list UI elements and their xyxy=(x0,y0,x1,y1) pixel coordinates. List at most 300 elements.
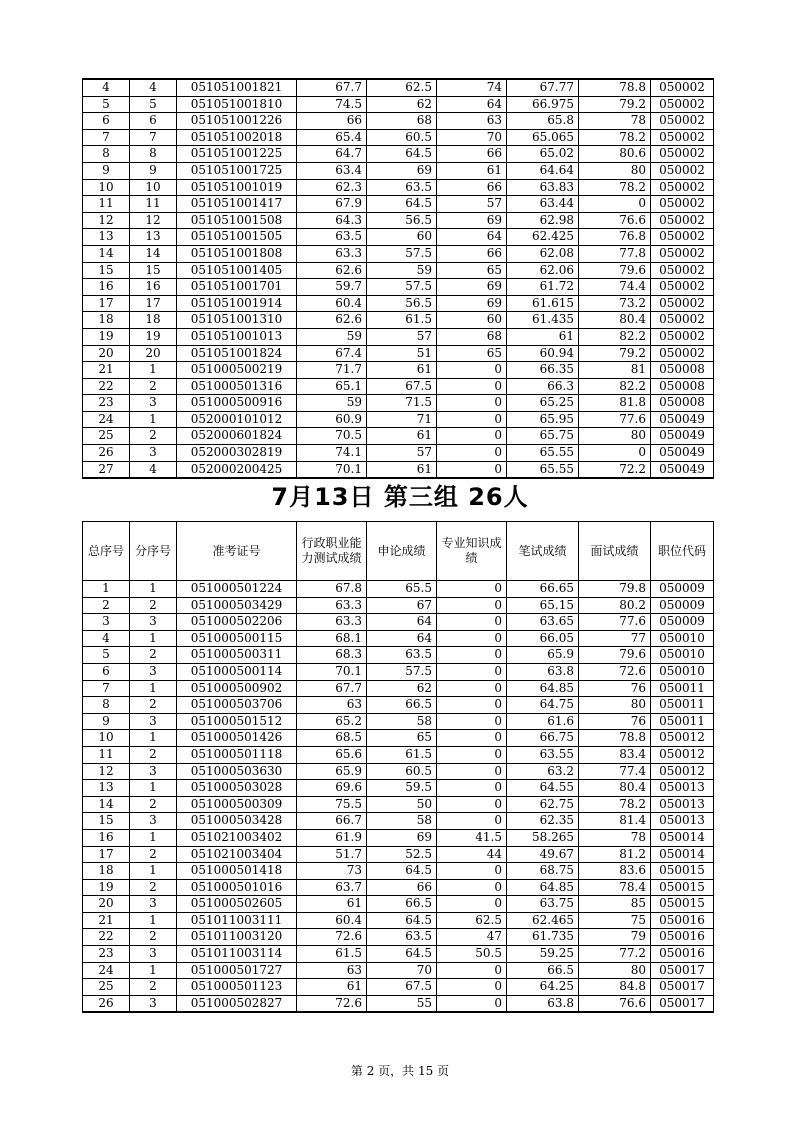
cell-interview-score: 79.2 xyxy=(579,345,651,362)
cell-sub-index: 2 xyxy=(130,647,177,664)
cell-total-index: 24 xyxy=(83,411,130,428)
cell-essay-score: 60.5 xyxy=(367,129,437,146)
cell-professional-score: 0 xyxy=(437,730,507,747)
cell-written-score: 67.77 xyxy=(507,79,579,96)
table-row xyxy=(83,829,714,846)
cell-sub-index: 3 xyxy=(130,663,177,680)
cell-total-index: 19 xyxy=(83,879,130,896)
table-row xyxy=(83,96,714,113)
cell-total-index: 23 xyxy=(83,395,130,412)
cell-total-index: 9 xyxy=(83,713,130,730)
cell-sub-index: 1 xyxy=(130,680,177,697)
cell-interview-score: 77.2 xyxy=(579,946,651,963)
cell-interview-score: 72.2 xyxy=(579,461,651,478)
cell-position-code: 050015 xyxy=(651,863,714,880)
header-professional-score: 专业知识成绩 xyxy=(437,522,507,581)
cell-essay-score: 64.5 xyxy=(367,146,437,163)
cell-total-index: 2 xyxy=(83,597,130,614)
cell-exam-id: 051000502206 xyxy=(177,614,297,631)
cell-position-code: 050010 xyxy=(651,647,714,664)
cell-essay-score: 67 xyxy=(367,597,437,614)
cell-aptitude-score: 69.6 xyxy=(297,780,367,797)
table-row xyxy=(83,245,714,262)
cell-interview-score: 76 xyxy=(579,713,651,730)
cell-position-code: 050009 xyxy=(651,597,714,614)
table-row xyxy=(83,713,714,730)
cell-essay-score: 70 xyxy=(367,962,437,979)
cell-written-score: 62.08 xyxy=(507,245,579,262)
table-row xyxy=(83,162,714,179)
cell-written-score: 65.8 xyxy=(507,113,579,130)
cell-written-score: 65.15 xyxy=(507,597,579,614)
cell-sub-index: 2 xyxy=(130,746,177,763)
cell-aptitude-score: 68.1 xyxy=(297,630,367,647)
table-row xyxy=(83,196,714,213)
cell-exam-id: 051000501418 xyxy=(177,863,297,880)
cell-essay-score: 51 xyxy=(367,345,437,362)
cell-interview-score: 82.2 xyxy=(579,328,651,345)
cell-sub-index: 16 xyxy=(130,279,177,296)
cell-exam-id: 051011003120 xyxy=(177,929,297,946)
cell-position-code: 050013 xyxy=(651,813,714,830)
header-written-score: 笔试成绩 xyxy=(507,522,579,581)
cell-aptitude-score: 62.6 xyxy=(297,262,367,279)
cell-total-index: 11 xyxy=(83,196,130,213)
cell-aptitude-score: 65.6 xyxy=(297,746,367,763)
cell-sub-index: 2 xyxy=(130,697,177,714)
cell-professional-score: 0 xyxy=(437,445,507,462)
cell-interview-score: 78.2 xyxy=(579,796,651,813)
cell-written-score: 63.55 xyxy=(507,746,579,763)
cell-professional-score: 70 xyxy=(437,129,507,146)
cell-exam-id: 051051001725 xyxy=(177,162,297,179)
cell-professional-score: 63 xyxy=(437,113,507,130)
table-row xyxy=(83,746,714,763)
table-row xyxy=(83,262,714,279)
cell-sub-index: 7 xyxy=(130,129,177,146)
cell-total-index: 1 xyxy=(83,581,130,598)
cell-interview-score: 78.4 xyxy=(579,879,651,896)
cell-total-index: 12 xyxy=(83,763,130,780)
cell-interview-score: 80.4 xyxy=(579,312,651,329)
table-row xyxy=(83,780,714,797)
cell-exam-id: 051000502827 xyxy=(177,995,297,1012)
cell-professional-score: 57 xyxy=(437,196,507,213)
cell-position-code: 050009 xyxy=(651,614,714,631)
cell-written-score: 64.75 xyxy=(507,697,579,714)
cell-aptitude-score: 65.2 xyxy=(297,713,367,730)
cell-essay-score: 60.5 xyxy=(367,763,437,780)
cell-aptitude-score: 61 xyxy=(297,896,367,913)
cell-exam-id: 051000503428 xyxy=(177,813,297,830)
cell-total-index: 9 xyxy=(83,162,130,179)
cell-exam-id: 051000503630 xyxy=(177,763,297,780)
table-row xyxy=(83,763,714,780)
cell-essay-score: 55 xyxy=(367,995,437,1012)
cell-interview-score: 79.2 xyxy=(579,96,651,113)
table-row xyxy=(83,312,714,329)
cell-written-score: 62.06 xyxy=(507,262,579,279)
table-row xyxy=(83,962,714,979)
cell-written-score: 66.975 xyxy=(507,96,579,113)
cell-aptitude-score: 63 xyxy=(297,962,367,979)
cell-essay-score: 57.5 xyxy=(367,663,437,680)
cell-exam-id: 051021003404 xyxy=(177,846,297,863)
cell-written-score: 65.25 xyxy=(507,395,579,412)
cell-total-index: 23 xyxy=(83,946,130,963)
cell-position-code: 050014 xyxy=(651,829,714,846)
table-row xyxy=(83,428,714,445)
table-row xyxy=(83,995,714,1012)
cell-essay-score: 59.5 xyxy=(367,780,437,797)
cell-position-code: 050008 xyxy=(651,362,714,379)
cell-interview-score: 83.4 xyxy=(579,746,651,763)
cell-sub-index: 2 xyxy=(130,428,177,445)
table-body xyxy=(83,79,714,478)
header-aptitude-score: 行政职业能力测试成绩 xyxy=(297,522,367,581)
cell-professional-score: 0 xyxy=(437,581,507,598)
cell-interview-score: 80 xyxy=(579,697,651,714)
cell-sub-index: 3 xyxy=(130,445,177,462)
table-row xyxy=(83,846,714,863)
cell-exam-id: 051000502605 xyxy=(177,896,297,913)
cell-essay-score: 71.5 xyxy=(367,395,437,412)
cell-interview-score: 84.8 xyxy=(579,979,651,996)
cell-essay-score: 59 xyxy=(367,262,437,279)
cell-total-index: 12 xyxy=(83,212,130,229)
table-row xyxy=(83,879,714,896)
cell-aptitude-score: 71.7 xyxy=(297,362,367,379)
cell-position-code: 050002 xyxy=(651,113,714,130)
cell-interview-score: 76.8 xyxy=(579,229,651,246)
cell-total-index: 26 xyxy=(83,995,130,1012)
cell-written-score: 61.6 xyxy=(507,713,579,730)
table-row xyxy=(83,411,714,428)
table-row xyxy=(83,929,714,946)
cell-sub-index: 20 xyxy=(130,345,177,362)
cell-interview-score: 77.6 xyxy=(579,614,651,631)
cell-written-score: 64.85 xyxy=(507,879,579,896)
cell-professional-score: 0 xyxy=(437,428,507,445)
cell-professional-score: 0 xyxy=(437,647,507,664)
cell-professional-score: 60 xyxy=(437,312,507,329)
cell-sub-index: 2 xyxy=(130,879,177,896)
cell-exam-id: 051051001019 xyxy=(177,179,297,196)
cell-aptitude-score: 60.4 xyxy=(297,912,367,929)
cell-exam-id: 051000500115 xyxy=(177,630,297,647)
cell-sub-index: 1 xyxy=(130,863,177,880)
cell-exam-id: 051051001701 xyxy=(177,279,297,296)
cell-position-code: 050012 xyxy=(651,746,714,763)
cell-exam-id: 051000503706 xyxy=(177,697,297,714)
section-title: 7月13日 第三组 26人 xyxy=(271,483,529,511)
cell-written-score: 63.65 xyxy=(507,614,579,631)
cell-professional-score: 66 xyxy=(437,146,507,163)
cell-aptitude-score: 65.1 xyxy=(297,378,367,395)
cell-position-code: 050011 xyxy=(651,713,714,730)
header-sub-index: 分序号 xyxy=(130,522,177,581)
cell-written-score: 65.9 xyxy=(507,647,579,664)
cell-position-code: 050008 xyxy=(651,378,714,395)
cell-professional-score: 61 xyxy=(437,162,507,179)
cell-exam-id: 051000500114 xyxy=(177,663,297,680)
cell-essay-score: 64.5 xyxy=(367,912,437,929)
cell-essay-score: 61.5 xyxy=(367,746,437,763)
cell-interview-score: 73.2 xyxy=(579,295,651,312)
cell-professional-score: 69 xyxy=(437,279,507,296)
cell-professional-score: 0 xyxy=(437,962,507,979)
cell-essay-score: 71 xyxy=(367,411,437,428)
cell-written-score: 61.72 xyxy=(507,279,579,296)
table-row xyxy=(83,647,714,664)
cell-written-score: 66.05 xyxy=(507,630,579,647)
cell-essay-score: 69 xyxy=(367,829,437,846)
cell-position-code: 050049 xyxy=(651,461,714,478)
cell-total-index: 8 xyxy=(83,697,130,714)
cell-interview-score: 78.2 xyxy=(579,129,651,146)
cell-exam-id: 051000500902 xyxy=(177,680,297,697)
cell-exam-id: 051021003402 xyxy=(177,829,297,846)
table-row xyxy=(83,581,714,598)
cell-total-index: 6 xyxy=(83,663,130,680)
cell-aptitude-score: 66 xyxy=(297,113,367,130)
cell-total-index: 27 xyxy=(83,461,130,478)
cell-aptitude-score: 63.4 xyxy=(297,162,367,179)
cell-sub-index: 1 xyxy=(130,730,177,747)
cell-essay-score: 63.5 xyxy=(367,929,437,946)
cell-total-index: 16 xyxy=(83,829,130,846)
cell-interview-score: 76.6 xyxy=(579,212,651,229)
cell-essay-score: 63.5 xyxy=(367,179,437,196)
cell-written-score: 60.94 xyxy=(507,345,579,362)
cell-total-index: 10 xyxy=(83,730,130,747)
cell-aptitude-score: 72.6 xyxy=(297,929,367,946)
cell-aptitude-score: 67.9 xyxy=(297,196,367,213)
cell-interview-score: 81.2 xyxy=(579,846,651,863)
cell-interview-score: 80.6 xyxy=(579,146,651,163)
cell-total-index: 21 xyxy=(83,362,130,379)
cell-essay-score: 67.5 xyxy=(367,378,437,395)
cell-essay-score: 67.5 xyxy=(367,979,437,996)
cell-professional-score: 0 xyxy=(437,879,507,896)
cell-position-code: 050002 xyxy=(651,179,714,196)
cell-professional-score: 64 xyxy=(437,96,507,113)
cell-total-index: 7 xyxy=(83,129,130,146)
cell-essay-score: 66 xyxy=(367,879,437,896)
cell-professional-score: 66 xyxy=(437,245,507,262)
cell-professional-score: 41.5 xyxy=(437,829,507,846)
cell-professional-score: 74 xyxy=(437,79,507,96)
cell-position-code: 050015 xyxy=(651,879,714,896)
cell-total-index: 11 xyxy=(83,746,130,763)
cell-professional-score: 47 xyxy=(437,929,507,946)
cell-written-score: 65.75 xyxy=(507,428,579,445)
cell-essay-score: 63.5 xyxy=(367,647,437,664)
cell-total-index: 5 xyxy=(83,96,130,113)
cell-interview-score: 81.4 xyxy=(579,813,651,830)
score-table-continued xyxy=(82,78,714,479)
cell-exam-id: 051051001013 xyxy=(177,328,297,345)
cell-position-code: 050013 xyxy=(651,780,714,797)
cell-sub-index: 3 xyxy=(130,995,177,1012)
table-row xyxy=(83,597,714,614)
cell-interview-score: 81.8 xyxy=(579,395,651,412)
cell-position-code: 050015 xyxy=(651,896,714,913)
cell-interview-score: 81 xyxy=(579,362,651,379)
cell-position-code: 050017 xyxy=(651,962,714,979)
cell-total-index: 25 xyxy=(83,979,130,996)
cell-total-index: 20 xyxy=(83,345,130,362)
cell-aptitude-score: 63.3 xyxy=(297,597,367,614)
cell-total-index: 16 xyxy=(83,279,130,296)
cell-position-code: 050002 xyxy=(651,196,714,213)
cell-essay-score: 58 xyxy=(367,813,437,830)
cell-written-score: 65.55 xyxy=(507,461,579,478)
cell-professional-score: 69 xyxy=(437,295,507,312)
cell-interview-score: 0 xyxy=(579,445,651,462)
cell-aptitude-score: 61.9 xyxy=(297,829,367,846)
cell-professional-score: 0 xyxy=(437,630,507,647)
cell-position-code: 050017 xyxy=(651,979,714,996)
cell-aptitude-score: 60.9 xyxy=(297,411,367,428)
cell-position-code: 050002 xyxy=(651,229,714,246)
cell-sub-index: 1 xyxy=(130,829,177,846)
table-row xyxy=(83,663,714,680)
table-row xyxy=(83,328,714,345)
table-row xyxy=(83,129,714,146)
cell-position-code: 050010 xyxy=(651,663,714,680)
cell-interview-score: 82.2 xyxy=(579,378,651,395)
cell-written-score: 62.465 xyxy=(507,912,579,929)
cell-position-code: 050016 xyxy=(651,912,714,929)
cell-position-code: 050002 xyxy=(651,328,714,345)
table-row xyxy=(83,345,714,362)
table-row xyxy=(83,896,714,913)
cell-sub-index: 1 xyxy=(130,581,177,598)
cell-total-index: 18 xyxy=(83,312,130,329)
cell-aptitude-score: 65.9 xyxy=(297,763,367,780)
cell-aptitude-score: 68.3 xyxy=(297,647,367,664)
cell-essay-score: 65.5 xyxy=(367,581,437,598)
cell-exam-id: 051051001417 xyxy=(177,196,297,213)
cell-aptitude-score: 59.7 xyxy=(297,279,367,296)
cell-sub-index: 4 xyxy=(130,79,177,96)
cell-professional-score: 0 xyxy=(437,395,507,412)
cell-essay-score: 62 xyxy=(367,680,437,697)
cell-sub-index: 2 xyxy=(130,796,177,813)
cell-total-index: 4 xyxy=(83,630,130,647)
cell-professional-score: 65 xyxy=(437,262,507,279)
cell-professional-score: 0 xyxy=(437,896,507,913)
table-row xyxy=(83,946,714,963)
cell-position-code: 050002 xyxy=(651,279,714,296)
table-row xyxy=(83,179,714,196)
cell-essay-score: 61 xyxy=(367,362,437,379)
cell-aptitude-score: 68.5 xyxy=(297,730,367,747)
cell-aptitude-score: 70.1 xyxy=(297,461,367,478)
cell-total-index: 17 xyxy=(83,295,130,312)
table-header-row xyxy=(83,522,714,581)
cell-exam-id: 051000501123 xyxy=(177,979,297,996)
cell-position-code: 050002 xyxy=(651,312,714,329)
cell-position-code: 050008 xyxy=(651,395,714,412)
cell-aptitude-score: 70.5 xyxy=(297,428,367,445)
cell-exam-id: 051011003114 xyxy=(177,946,297,963)
cell-position-code: 050002 xyxy=(651,295,714,312)
cell-essay-score: 64 xyxy=(367,614,437,631)
cell-essay-score: 68 xyxy=(367,113,437,130)
cell-position-code: 050002 xyxy=(651,212,714,229)
cell-sub-index: 3 xyxy=(130,763,177,780)
table-body xyxy=(83,581,714,1013)
table-row xyxy=(83,730,714,747)
cell-sub-index: 19 xyxy=(130,328,177,345)
cell-aptitude-score: 66.7 xyxy=(297,813,367,830)
cell-exam-id: 051000501224 xyxy=(177,581,297,598)
cell-written-score: 61.435 xyxy=(507,312,579,329)
cell-exam-id: 051000501118 xyxy=(177,746,297,763)
cell-exam-id: 051051001505 xyxy=(177,229,297,246)
cell-total-index: 19 xyxy=(83,328,130,345)
table-row xyxy=(83,461,714,478)
cell-written-score: 68.75 xyxy=(507,863,579,880)
cell-exam-id: 052000200425 xyxy=(177,461,297,478)
cell-aptitude-score: 63.3 xyxy=(297,245,367,262)
table-row xyxy=(83,614,714,631)
cell-total-index: 17 xyxy=(83,846,130,863)
cell-essay-score: 60 xyxy=(367,229,437,246)
cell-total-index: 7 xyxy=(83,680,130,697)
cell-interview-score: 78.8 xyxy=(579,730,651,747)
cell-professional-score: 0 xyxy=(437,746,507,763)
cell-position-code: 050002 xyxy=(651,245,714,262)
cell-written-score: 59.25 xyxy=(507,946,579,963)
cell-written-score: 64.55 xyxy=(507,780,579,797)
cell-aptitude-score: 60.4 xyxy=(297,295,367,312)
cell-total-index: 14 xyxy=(83,245,130,262)
cell-sub-index: 3 xyxy=(130,614,177,631)
cell-written-score: 49.67 xyxy=(507,846,579,863)
cell-aptitude-score: 63 xyxy=(297,697,367,714)
cell-exam-id: 051051001808 xyxy=(177,245,297,262)
cell-position-code: 050049 xyxy=(651,428,714,445)
cell-exam-id: 051000503429 xyxy=(177,597,297,614)
cell-interview-score: 77.8 xyxy=(579,245,651,262)
cell-aptitude-score: 59 xyxy=(297,328,367,345)
cell-written-score: 63.83 xyxy=(507,179,579,196)
cell-position-code: 050012 xyxy=(651,730,714,747)
cell-total-index: 24 xyxy=(83,962,130,979)
cell-written-score: 65.02 xyxy=(507,146,579,163)
cell-position-code: 050009 xyxy=(651,581,714,598)
cell-sub-index: 3 xyxy=(130,896,177,913)
cell-interview-score: 79.6 xyxy=(579,647,651,664)
cell-essay-score: 62 xyxy=(367,96,437,113)
cell-interview-score: 79.8 xyxy=(579,581,651,598)
cell-aptitude-score: 70.1 xyxy=(297,663,367,680)
cell-sub-index: 2 xyxy=(130,846,177,863)
cell-exam-id: 052000101012 xyxy=(177,411,297,428)
cell-total-index: 14 xyxy=(83,796,130,813)
cell-interview-score: 79 xyxy=(579,929,651,946)
cell-professional-score: 0 xyxy=(437,362,507,379)
cell-sub-index: 2 xyxy=(130,378,177,395)
table-row xyxy=(83,229,714,246)
cell-aptitude-score: 74.1 xyxy=(297,445,367,462)
cell-aptitude-score: 75.5 xyxy=(297,796,367,813)
cell-position-code: 050013 xyxy=(651,796,714,813)
cell-aptitude-score: 67.4 xyxy=(297,345,367,362)
